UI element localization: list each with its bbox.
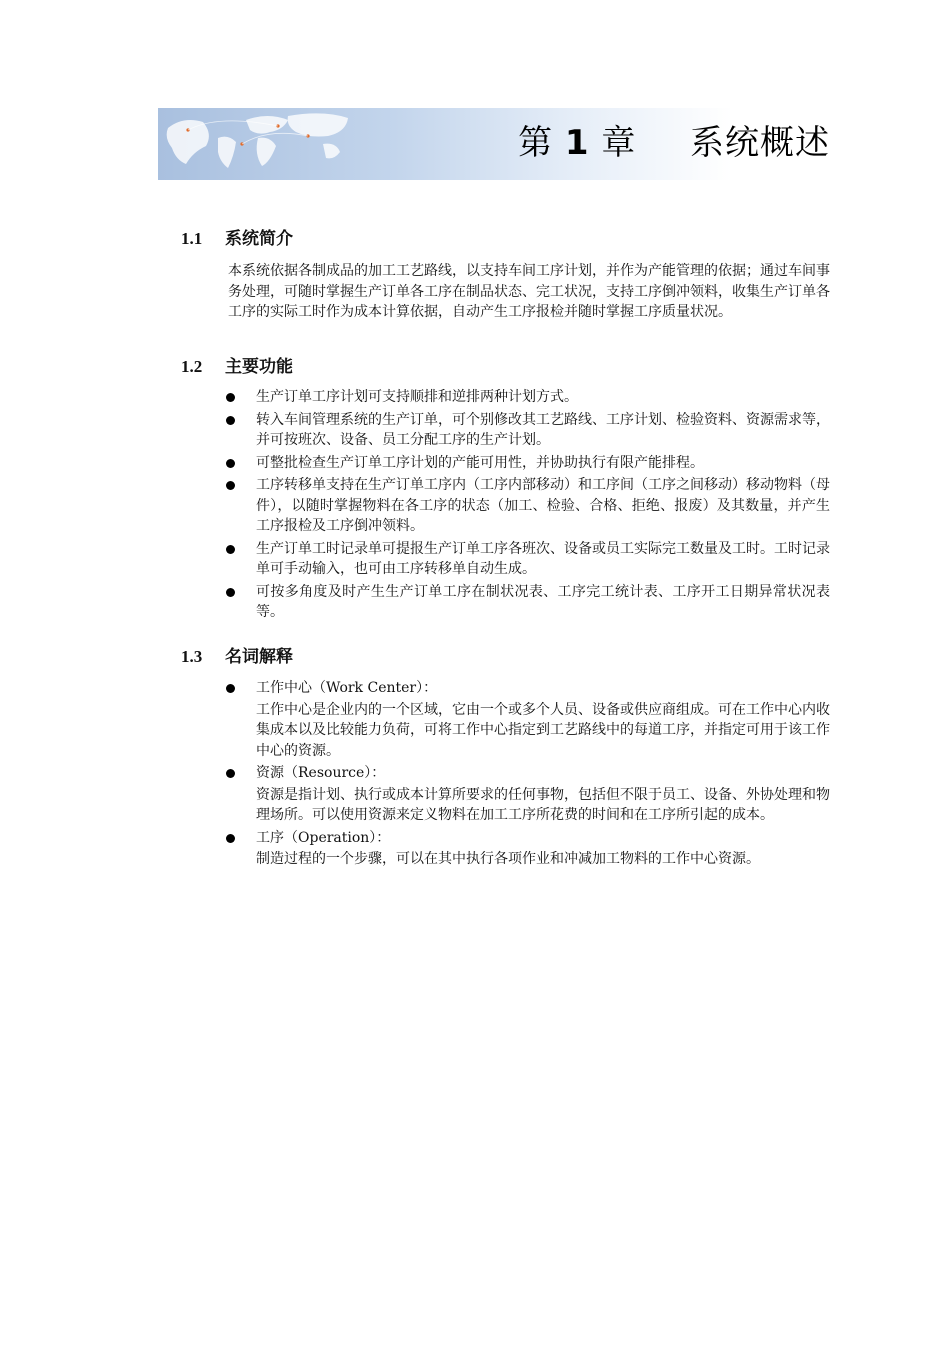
bullet-icon <box>226 545 235 554</box>
chapter-name: 系统概述 <box>690 123 830 163</box>
glossary-term: 工作中心（Work Center）： <box>256 680 438 696</box>
bullet-icon <box>226 481 235 490</box>
section-title: 系统简介 <box>225 229 293 249</box>
section-number: 1.1 <box>181 229 203 248</box>
list-item <box>226 410 830 451</box>
list-item-text: 工序转移单支持在生产订单工序内（工序内部移动）和工序间（工序之间移动）移动物料（母件），以随时掌握物料在各工序的状态（加工、检验、合格、拒绝、报废）及其数量，并产生工序报检及工序倒冲领料。 <box>256 477 830 534</box>
section-1-1-paragraph: 本系统依据各制成品的加工工艺路线，以支持车间工序计划，并作为产能管理的依据；通过车间事务处理，可随时掌握生产订单各工序在制品状态、完工状况，支持工序倒冲领料，收集生产订单各工序的实际工时作为成本计算依据，自动产生工序报检并随时掌握工序质量状况。 <box>228 263 830 320</box>
bullet-icon <box>226 393 235 402</box>
list-item-text: 可按多角度及时产生生产订单工序在制状况表、工序完工统计表、工序开工日期异常状况表等。 <box>256 583 830 620</box>
glossary-item <box>226 828 830 870</box>
section-title: 主要功能 <box>225 357 293 377</box>
list-item <box>226 475 830 537</box>
glossary-description: 工作中心是企业内的一个区域，它由一个或多个人员、设备或供应商组成。可在工作中心内收集成本以及比较能力负荷，可将工作中心指定到工艺路线中的每道工序，并指定可用于该工作中心的资源。 <box>256 701 830 759</box>
bullet-icon <box>226 416 235 425</box>
section-number: 1.3 <box>181 647 203 666</box>
glossary-term: 资源（Resource）： <box>256 765 386 781</box>
bullet-icon <box>226 588 235 597</box>
chapter-number: 1 <box>564 123 590 163</box>
bullet-icon <box>226 769 235 778</box>
glossary-term: 工序（Operation）： <box>256 829 391 846</box>
glossary-description: 制造过程的一个步骤，可以在其中执行各项作业和冲减加工物料的工作中心资源。 <box>256 851 760 867</box>
chapter-suffix: 章 <box>601 123 637 163</box>
section-heading-1-1 <box>181 228 293 250</box>
section-title: 名词解释 <box>225 647 293 667</box>
list-item <box>226 453 830 474</box>
glossary-list <box>226 678 830 872</box>
chapter-title <box>518 120 830 166</box>
glossary-item <box>226 678 830 761</box>
glossary-description: 资源是指计划、执行或成本计算所要求的任何事物，包括但不限于员工、设备、外协处理和物理场所。可以使用资源来定义物料在加工工序所花费的时间和在工序所引起的成本。 <box>256 786 830 823</box>
chapter-prefix: 第 <box>518 123 554 163</box>
glossary-item <box>226 763 830 826</box>
bullet-icon <box>226 684 235 693</box>
feature-list <box>226 387 830 625</box>
list-item <box>226 387 830 408</box>
list-item <box>226 539 830 580</box>
list-item-text: 生产订单工时记录单可提报生产订单工序各班次、设备或员工实际完工数量及工时。工时记录单可手动输入，也可由工序转移单自动生成。 <box>256 540 830 577</box>
bullet-icon <box>226 459 235 468</box>
section-heading-1-2 <box>181 356 293 378</box>
list-item-text: 转入车间管理系统的生产订单，可个别修改其工艺路线、工序计划、检验资料、资源需求等，并可按班次、设备、员工分配工序的生产计划。 <box>256 411 830 448</box>
list-item <box>226 582 830 623</box>
list-item-text: 生产订单工序计划可支持顺排和逆排两种计划方式。 <box>256 389 578 405</box>
section-heading-1-3 <box>181 646 293 668</box>
section-number: 1.2 <box>181 357 203 376</box>
list-item-text: 可整批检查生产订单工序计划的产能可用性，并协助执行有限产能排程。 <box>256 454 704 471</box>
chapter-banner <box>158 108 834 180</box>
bullet-icon <box>226 834 235 843</box>
